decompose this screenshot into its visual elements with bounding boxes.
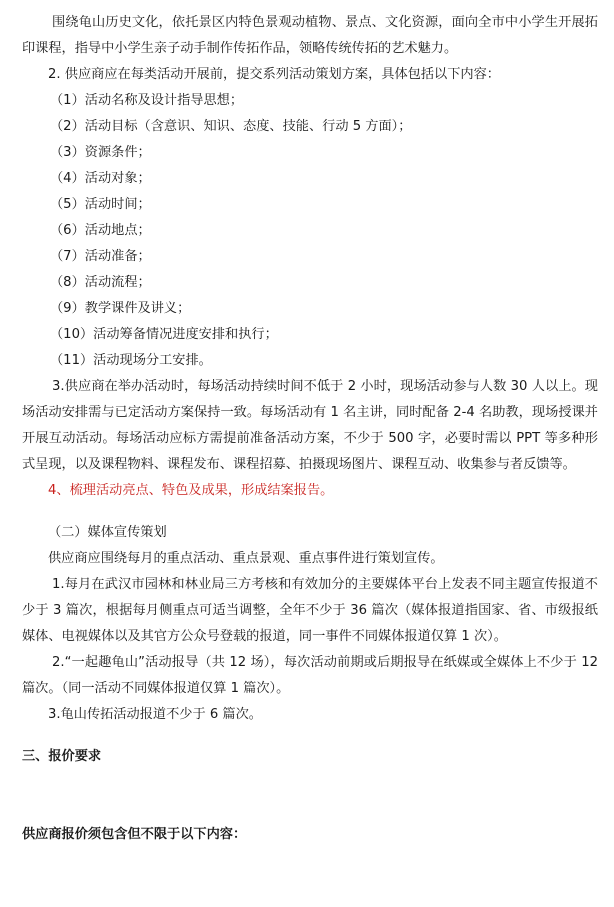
list-item: （5）活动时间； [50,197,151,212]
section2-intro: 供应商应围绕每月的重点活动、重点景观、重点事件进行策划宣传。 [48,551,444,566]
intro-paragraph: 围绕龟山历史文化，依托景区内特色景观动植物、景点、文化资源，面向全市中小学生开展拓印课程，指导中小学生亲子动手制作传拓作品，领略传统传拓的艺术魅力。 [22,15,598,56]
section3-heading: 三、报价要求 [22,749,102,764]
list-item: （9）教学课件及讲义； [50,301,191,316]
list-item: （11）活动现场分工安排。 [50,353,212,368]
list-item: （3）资源条件； [50,145,151,160]
item2-list [0,88,614,374]
media-item-2: 2.“一起趣龟山”活动报导（共 12 场），每次活动前期或后期报导在纸媒或全媒体上不少于 12 篇次。（同一活动不同媒体报道仅算 1 篇次）。 [22,655,598,696]
item3-paragraph: 3.供应商在举办活动时，每场活动持续时间不低于 2 小时，现场活动参与人数 30 人以上。现场活动安排需与已定活动方案保持一致。每场活动有 1 名主讲，同时配备 2-4 名助教，现场授课并开展互动活动。每场活动应标方需提前准备活动方案，不少于 500 字，必要时需以 PPT 等多种形式呈现，以及课程物料、课程发布、课程招募、拍摄现场图片、课程互动、收集参与者反馈等。 [22,379,598,472]
list-item: （1）活动名称及设计指导思想； [50,93,244,108]
media-item-3: 3.龟山传拓活动报道不少于 6 篇次。 [48,707,262,722]
item2-heading: 2. 供应商应在每类活动开展前，提交系列活动策划方案，具体包括以下内容： [48,67,500,82]
list-item: （10）活动筹备情况进度安排和执行； [50,327,278,342]
list-item: （6）活动地点； [50,223,151,238]
spacer [0,728,614,744]
section2-heading: （二）媒体宣传策划 [48,525,167,540]
item4-highlight: 4、梳理活动亮点、特色及成果，形成结案报告。 [48,483,334,498]
media-item-1: 1.每月在武汉市园林和林业局三方考核和有效加分的主要媒体平台上发表不同主题宣传报道不少于 3 篇次，根据每月侧重点可适当调整，全年不少于 36 篇次（媒体报道指国家、省、市级报纸媒体、电视媒体以及其官方公众号登载的报道，同一事件不同媒体报道仅算 1 次）。 [22,577,598,644]
spacer [0,504,614,520]
list-item: （8）活动流程； [50,275,151,290]
quote-intro: 供应商报价须包含但不限于以下内容： [22,827,247,842]
list-item: （7）活动准备； [50,249,151,264]
list-item: （4）活动对象； [50,171,151,186]
list-item: （2）活动目标（含意识、知识、态度、技能、行动 5 方面）； [50,119,412,134]
spacer [0,770,614,822]
